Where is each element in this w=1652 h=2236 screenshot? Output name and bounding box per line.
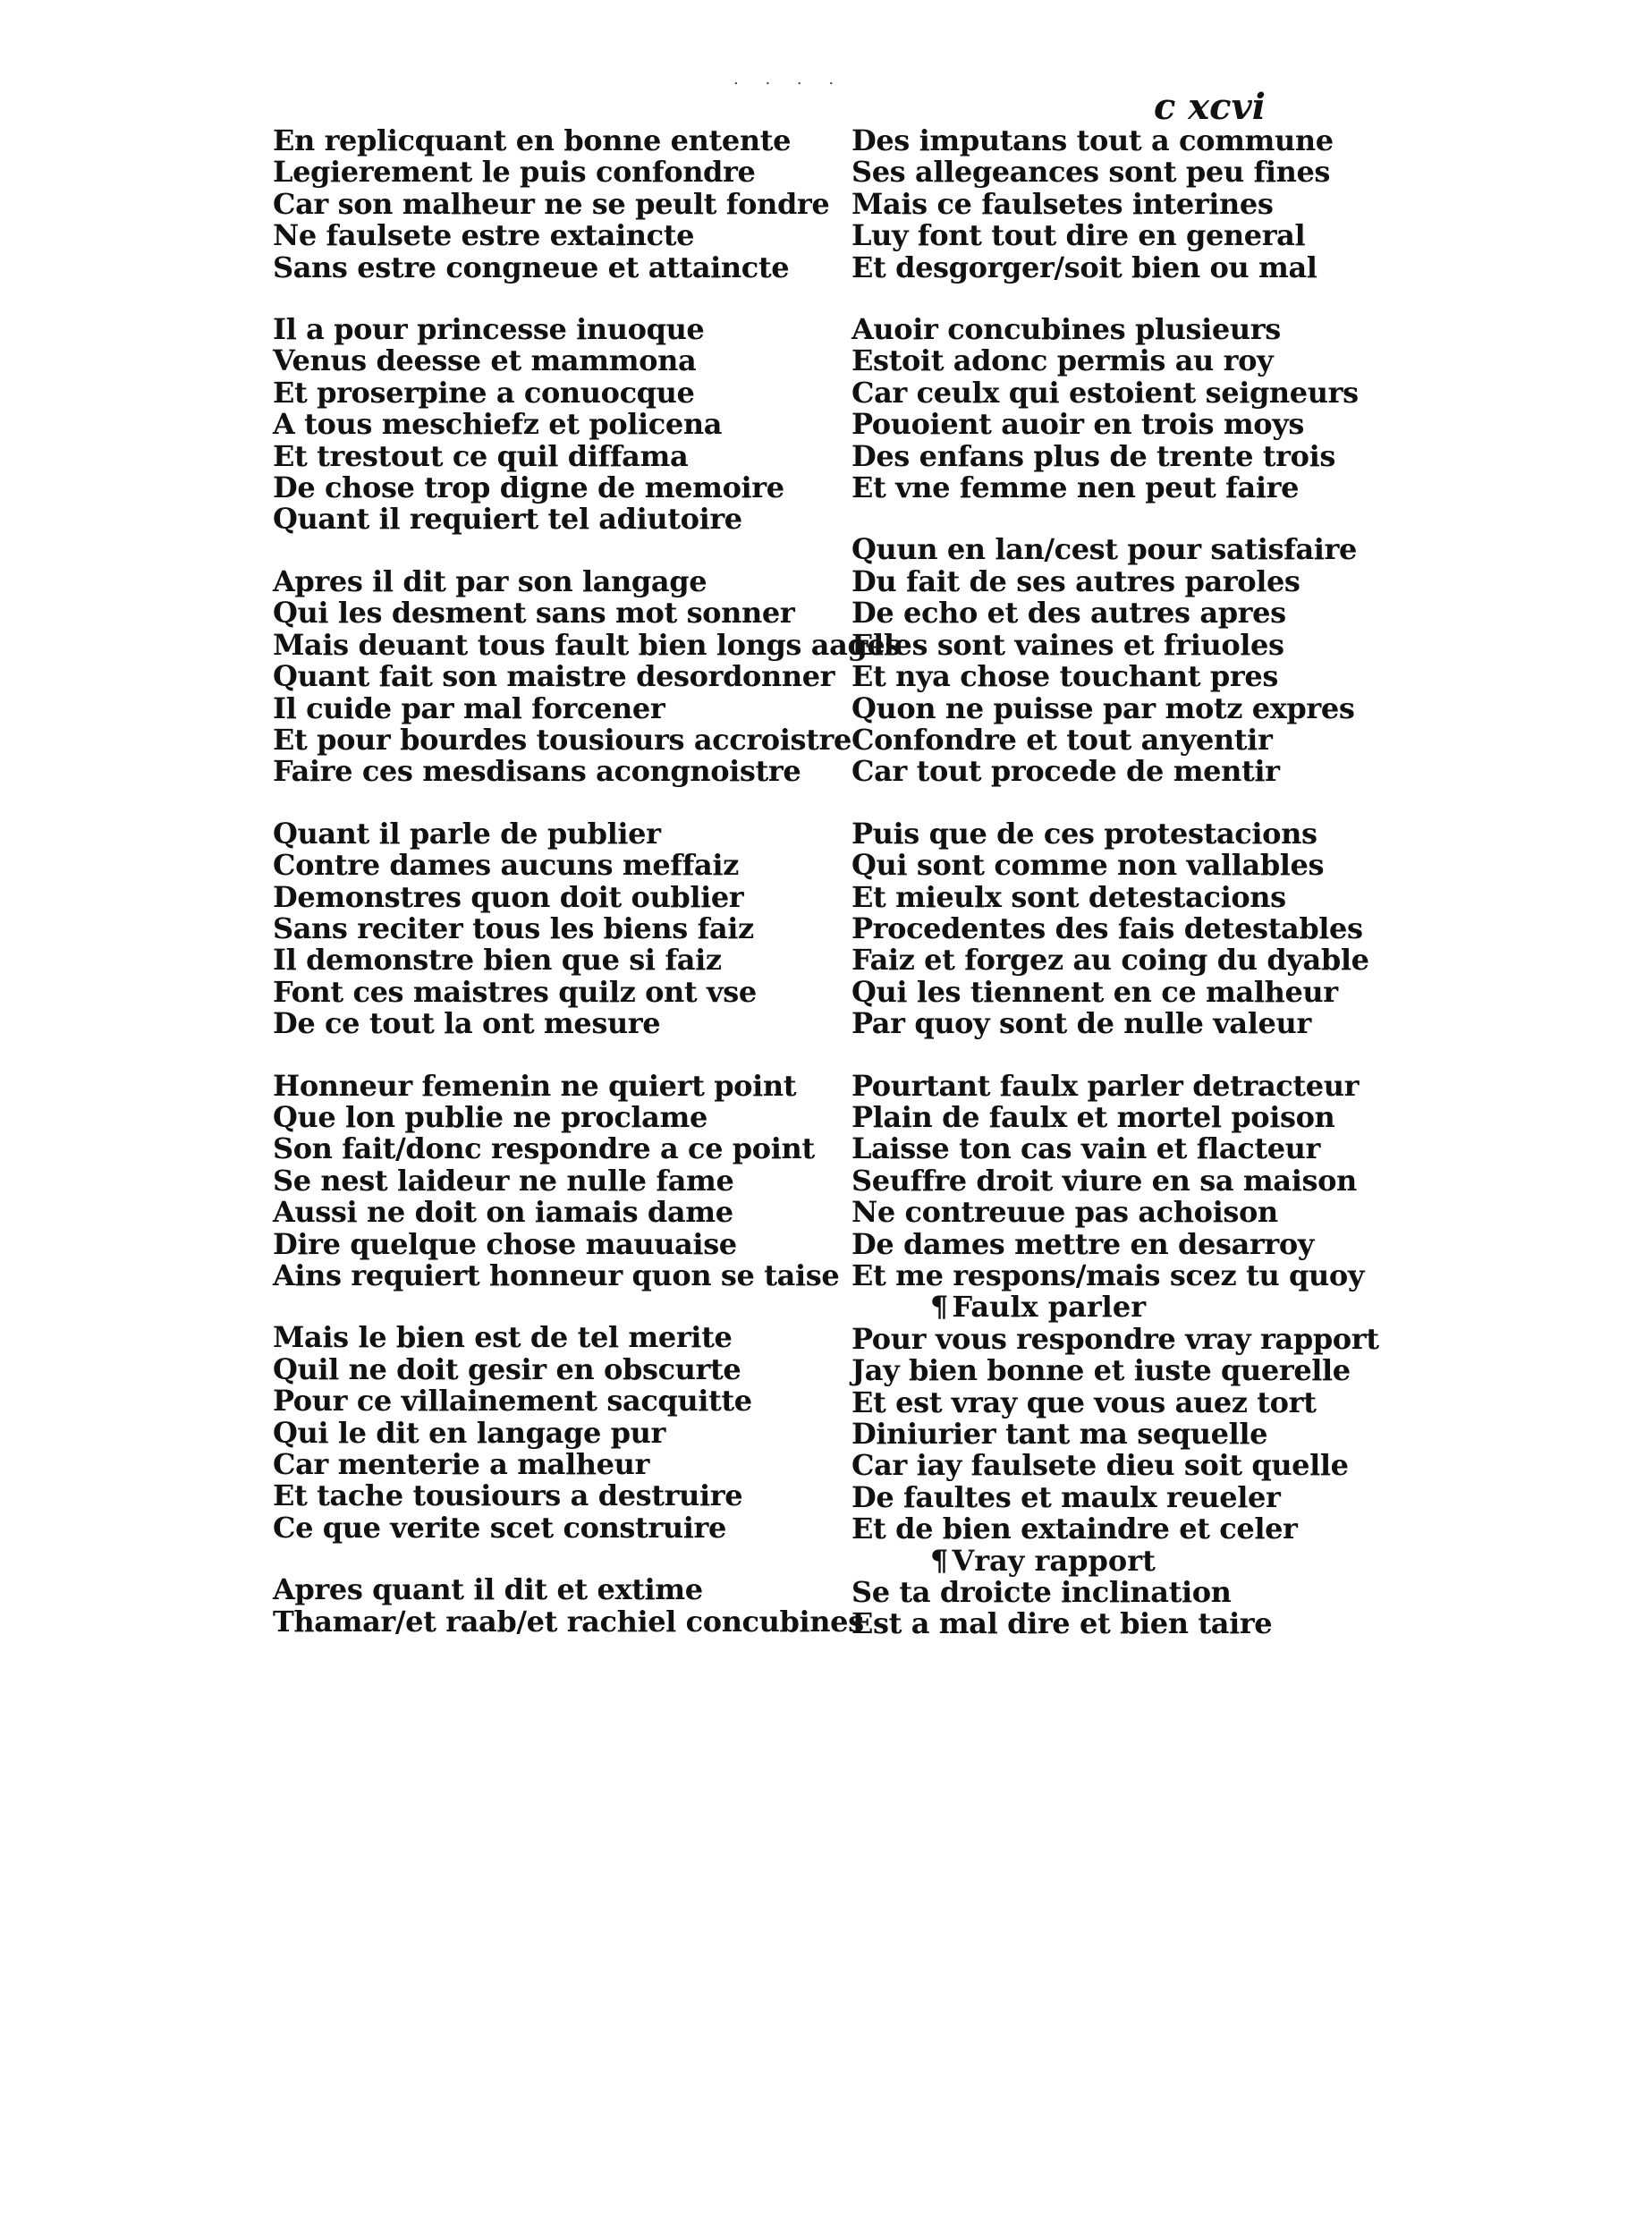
verse-line: Il demonstre bien que si faiz — [273, 943, 722, 978]
pilcrow-icon: ¶ — [930, 1290, 949, 1325]
stanza — [851, 1292, 1406, 1545]
verse-line: Diniurier tant ma sequelle — [851, 1417, 1268, 1452]
verse-line: Jay bien bonne et iuste querelle — [851, 1353, 1351, 1388]
stanza — [273, 1572, 864, 1639]
verse-line: Sans estre congneue et attaincte — [273, 250, 790, 284]
verse-line: Apres il dit par son langage — [273, 563, 707, 598]
verse-line: Et nya chose touchant pres — [851, 659, 1278, 694]
verse-line: Seuffre droit viure en sa maison — [851, 1163, 1357, 1198]
verse-line: Et mieulx sont detestacions — [851, 879, 1286, 914]
verse-line: Demonstres quon doit oublier — [273, 879, 744, 914]
verse-line: Puis que de ces protestacions — [851, 816, 1317, 851]
verse-line: De ce tout la ont mesure — [273, 1006, 661, 1041]
verse-line: Auoir concubines plusieurs — [851, 312, 1281, 347]
stanza — [273, 1068, 840, 1292]
verse-line: Car son malheur ne se peult fondre — [273, 186, 830, 221]
verse-line: Pour ce villainement sacquitte — [273, 1384, 752, 1419]
verse-line: Et est vray que vous auez tort — [851, 1385, 1317, 1419]
verse-line: Se ta droicte inclination — [851, 1575, 1232, 1610]
verse-line: Ses allegeances sont peu fines — [851, 155, 1331, 190]
verse-line: Ce que verite scet construire — [273, 1510, 726, 1545]
verse-line: Du fait de ses autres paroles — [851, 563, 1300, 598]
verse-line: Sans reciter tous les biens faiz — [273, 910, 754, 945]
verse-line: Mais le bien est de tel merite — [273, 1320, 733, 1355]
verse-line: Faire ces mesdisans acongnoistre — [273, 754, 801, 789]
verse-line: Et me respons/mais scez tu quoy — [851, 1258, 1365, 1292]
stanza — [851, 818, 1406, 1040]
verse-line: Quon ne puisse par motz expres — [851, 690, 1355, 725]
speaker-heading — [851, 1292, 1406, 1323]
verse-line: Car menterie a malheur — [273, 1447, 649, 1482]
verse-line: Pouoient auoir en trois moys — [851, 407, 1305, 442]
verse-line: Procedentes des fais detestables — [851, 910, 1363, 945]
stanza — [851, 1543, 1406, 1641]
verse-line: Quant fait son maistre desordonner — [273, 659, 835, 694]
verse-line: Son fait/donc respondre a ce point — [273, 1131, 815, 1166]
verse-line: Il a pour princesse inuoque — [273, 312, 705, 347]
verse-line: De echo et des autres apres — [851, 596, 1286, 631]
verse-line: Car ceulx qui estoient seigneurs — [851, 375, 1359, 410]
verse-line: Quant il parle de publier — [273, 816, 661, 851]
verse-line: Et proserpine a conuocque — [273, 375, 695, 410]
verse-line: Luy font tout dire en general — [851, 218, 1306, 253]
verse-line: Des enfans plus de trente trois — [851, 438, 1335, 473]
verse-line: Qui les desment sans mot sonner — [273, 596, 795, 631]
verse-line: Quun en lan/cest pour satisfaire — [851, 532, 1357, 567]
stanza — [851, 534, 1406, 787]
verse-line: Que lon publie ne proclame — [273, 1099, 707, 1134]
verse-line: Plain de faulx et mortel poison — [851, 1099, 1335, 1134]
verse-line: Ne contreuue pas achoison — [851, 1195, 1278, 1230]
verse-line: Et desgorger/soit bien ou mal — [851, 250, 1317, 284]
verse-line: Est a mal dire et bien taire — [851, 1606, 1273, 1641]
speaker-name: Faulx parler — [952, 1290, 1147, 1325]
stanza — [851, 314, 1406, 504]
verse-line: Ains requiert honneur quon se taise — [273, 1258, 840, 1292]
verse-line: Thamar/et raab/et rachiel concubines — [273, 1604, 864, 1639]
verse-line: Et de bien extaindre et celer — [851, 1512, 1298, 1546]
verse-line: Pourtant faulx parler detracteur — [851, 1068, 1360, 1103]
verse-line: Se nest laideur ne nulle fame — [273, 1163, 734, 1198]
verse-line: Contre dames aucuns meffaiz — [273, 848, 739, 883]
verse-line: Et vne femme nen peut faire — [851, 470, 1300, 505]
verse-line: Laisse ton cas vain et flacteur — [851, 1131, 1321, 1166]
verse-line: Faiz et forgez au coing du dyable — [851, 943, 1369, 978]
stanza — [851, 1068, 1406, 1292]
verse-line: Mais deuant tous fault bien longs aages — [273, 627, 901, 662]
verse-line: Qui le dit en langage pur — [273, 1415, 665, 1450]
verse-line: De dames mettre en desarroy — [851, 1226, 1314, 1261]
verse-line: Car iay faulsete dieu soit quelle — [851, 1448, 1349, 1483]
verse-line: Quant il requiert tel adiutoire — [273, 502, 742, 537]
verse-line: De faultes et maulx reueler — [851, 1479, 1281, 1514]
verse-line: Estoit adonc permis au roy — [851, 343, 1274, 378]
left-column — [273, 123, 901, 1668]
pilcrow-icon: ¶ — [930, 1543, 949, 1578]
verse-line: Confondre et tout anyentir — [851, 722, 1273, 757]
verse-line: Ne faulsete estre extaincte — [273, 218, 695, 253]
verse-line: En replicquant en bonne entente — [273, 123, 792, 157]
verse-line: Aussi ne doit on iamais dame — [273, 1195, 733, 1230]
stanza — [273, 123, 830, 284]
verse-line: Il cuide par mal forcener — [273, 690, 665, 725]
verse-line: Font ces maistres quilz ont vse — [273, 974, 757, 1009]
verse-line: Et trestout ce quil diffama — [273, 438, 689, 473]
verse-line: Des imputans tout a commune — [851, 123, 1334, 157]
verse-line: Car tout procede de mentir — [851, 754, 1280, 789]
stanza — [273, 818, 827, 1040]
verse-line: Honneur femenin ne quiert point — [273, 1068, 797, 1103]
verse-line: Legierement le puis confondre — [273, 155, 756, 190]
right-column — [851, 125, 1406, 1640]
stanza — [273, 563, 901, 789]
verse-line: Mais ce faulsetes interines — [851, 186, 1274, 221]
verse-line: Elles sont vaines et friuoles — [851, 627, 1284, 662]
verse-line: Dire quelque chose mauuaise — [273, 1226, 737, 1261]
verse-line: Qui les tiennent en ce malheur — [851, 974, 1338, 1009]
folio-number: c xcvi — [1154, 86, 1266, 128]
verse-line: Quil ne doit gesir en obscurte — [273, 1351, 741, 1386]
verse-line: Pour vous respondre vray rapport — [851, 1321, 1379, 1356]
verse-line: Par quoy sont de nulle valeur — [851, 1006, 1311, 1041]
verse-line: Apres quant il dit et extime — [273, 1572, 703, 1607]
verse-line: Et pour bourdes tousiours accroistre — [273, 722, 851, 757]
verse-line: A tous meschiefz et policena — [273, 407, 723, 442]
verse-line: De chose trop digne de memoire — [273, 470, 784, 505]
stanza — [273, 1322, 827, 1544]
speaker-name: Vray rapport — [952, 1543, 1156, 1578]
verse-line: Venus deesse et mammona — [273, 343, 697, 378]
top-mark: . . . . — [733, 70, 845, 89]
stanza — [273, 314, 827, 536]
verse-line: Qui sont comme non vallables — [851, 848, 1325, 883]
verse-line: Et tache tousiours a destruire — [273, 1478, 743, 1513]
stanza — [851, 125, 1406, 284]
speaker-heading — [851, 1543, 1406, 1578]
